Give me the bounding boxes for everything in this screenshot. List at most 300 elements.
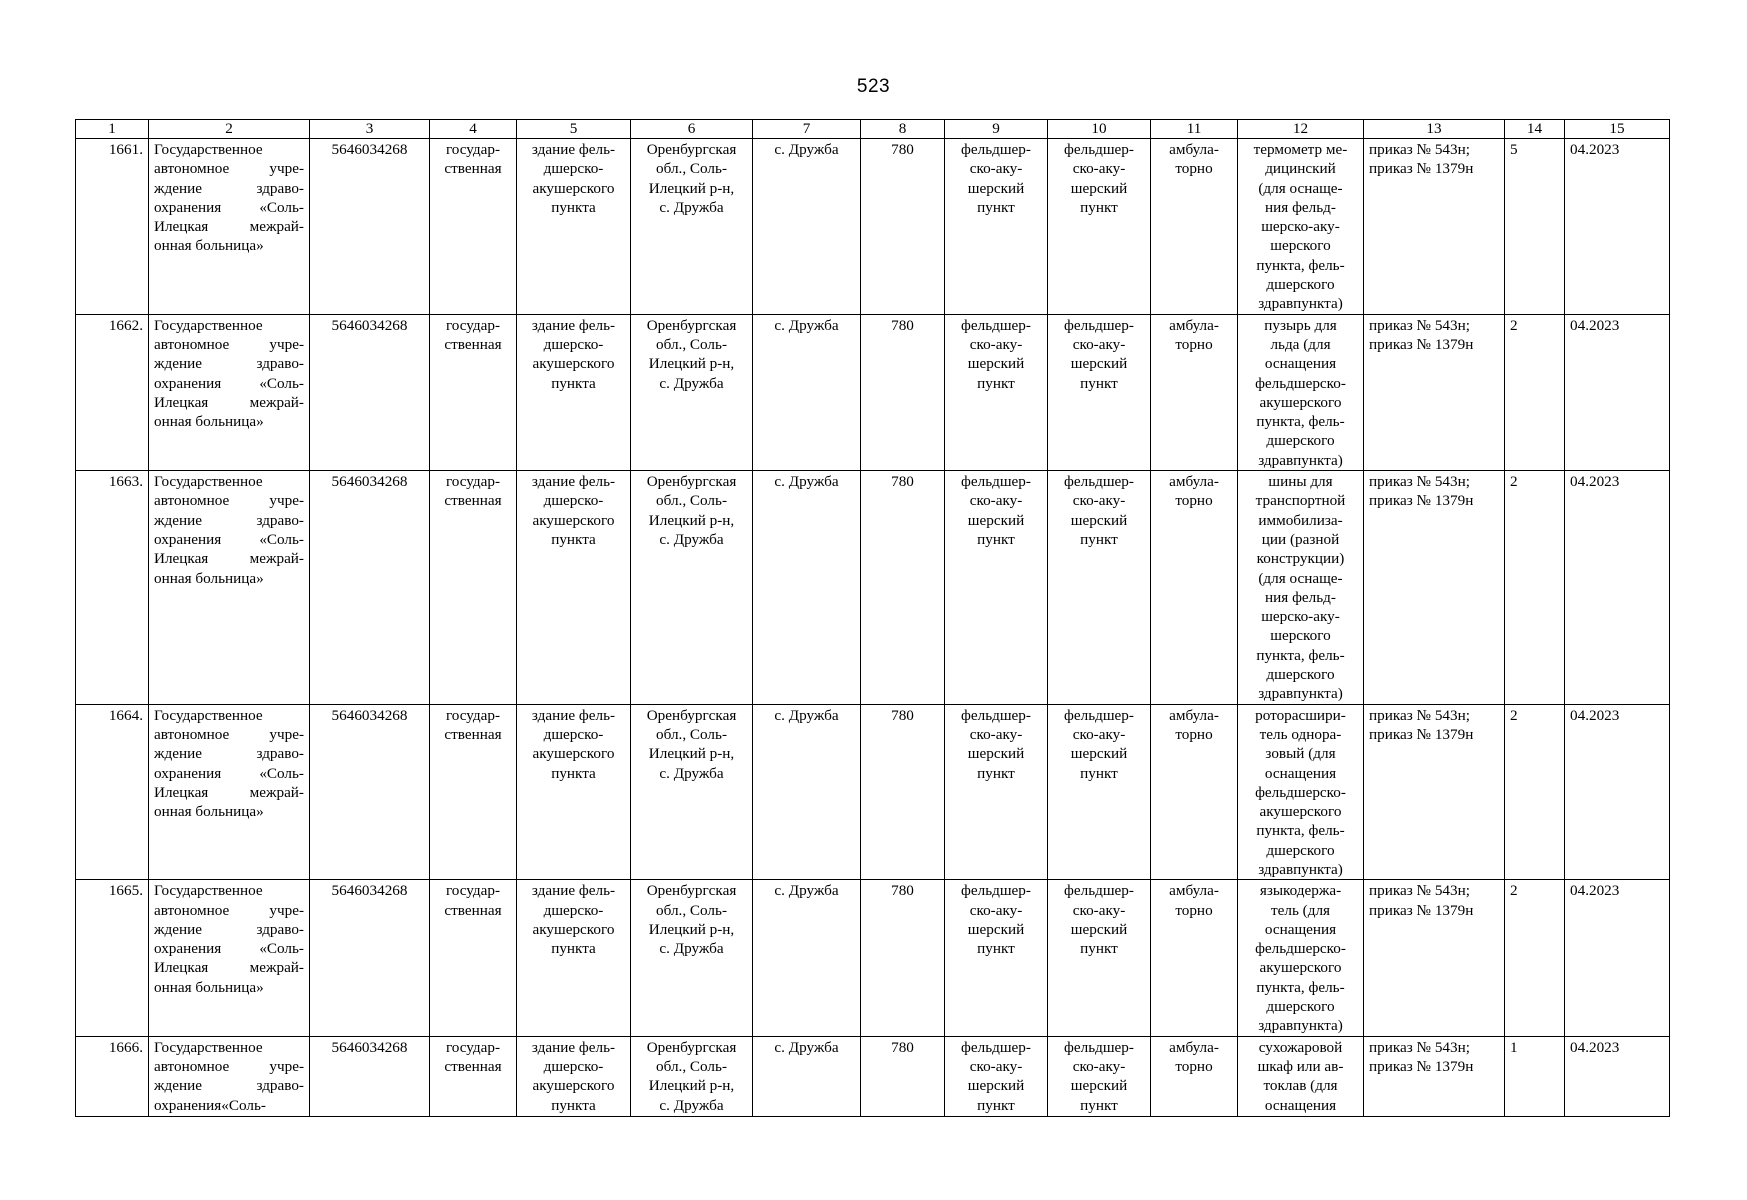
regulation-order-line: приказ № 1379н bbox=[1369, 492, 1474, 510]
address-line: Оренбургская bbox=[646, 1038, 737, 1056]
equipment-line: пункта, фель- bbox=[1256, 256, 1345, 274]
unit-name bbox=[1048, 471, 1151, 705]
unit-type bbox=[945, 1036, 1048, 1116]
building-line: пункта bbox=[551, 198, 596, 216]
organization-name-word: ждение bbox=[154, 511, 202, 529]
unit-name-line: шерский bbox=[1070, 745, 1128, 763]
care-conditions-line: торно bbox=[1175, 335, 1213, 353]
address-line: Оренбургская bbox=[646, 316, 737, 334]
building-line: здание фель- bbox=[531, 473, 616, 491]
organization-name-word: учре- bbox=[269, 901, 304, 919]
care-conditions-line: торно bbox=[1175, 1057, 1213, 1075]
organization-name-line bbox=[154, 764, 304, 783]
ownership-form bbox=[430, 471, 517, 705]
equipment-line: термометр ме- bbox=[1253, 141, 1348, 158]
regulation-order-line: приказ № 543н; bbox=[1369, 141, 1470, 158]
unit-name-line: фельдшер- bbox=[1064, 473, 1134, 491]
organization-name-line bbox=[154, 569, 304, 588]
building-line: акушерского bbox=[532, 511, 615, 529]
organization-name-line bbox=[154, 530, 304, 549]
address-line: обл., Соль- bbox=[656, 160, 727, 178]
building-line: здание фель- bbox=[531, 141, 616, 158]
organization-name-word: учре- bbox=[269, 1057, 304, 1075]
building bbox=[517, 1036, 631, 1116]
regulation-order-line: приказ № 1379н bbox=[1369, 335, 1474, 353]
unit-type bbox=[945, 139, 1048, 315]
organization-name-word: онная больница» bbox=[154, 803, 264, 821]
unit-type-line: ско-аку- bbox=[969, 335, 1023, 353]
equipment-line: иммобилиза- bbox=[1258, 511, 1343, 529]
regulation-order bbox=[1364, 314, 1505, 470]
ownership-form bbox=[430, 139, 517, 315]
unit-type-line: пункт bbox=[977, 374, 1015, 392]
unit-name-line: фельдшер- bbox=[1064, 141, 1134, 158]
organization-name-line bbox=[154, 217, 304, 236]
row-number: 1663. bbox=[76, 471, 149, 705]
column-number-14: 14 bbox=[1505, 120, 1565, 139]
ownership-form bbox=[430, 880, 517, 1036]
organization-name-word: охранения bbox=[154, 198, 222, 216]
organization-name-line bbox=[154, 179, 304, 198]
unit-name bbox=[1048, 139, 1151, 315]
care-conditions-line: амбула- bbox=[1169, 882, 1219, 900]
organization-name-word: Государственное bbox=[154, 882, 263, 900]
equipment-line: здравпункта) bbox=[1258, 685, 1343, 703]
ownership-form bbox=[430, 1036, 517, 1116]
registry-table bbox=[75, 119, 1670, 1117]
locality: с. Дружба bbox=[753, 704, 861, 880]
equipment-line: дшерского bbox=[1266, 666, 1335, 684]
table-row bbox=[76, 880, 1670, 1036]
organization-name bbox=[149, 471, 310, 705]
equipment-line: здравпункта) bbox=[1258, 295, 1343, 313]
unit-name-line: ско-аку- bbox=[1072, 901, 1126, 919]
equipment-line: льда (для bbox=[1270, 335, 1331, 353]
organization-name-word: ждение bbox=[154, 179, 202, 197]
column-number-11: 11 bbox=[1151, 120, 1238, 139]
unit-type-line: шерский bbox=[967, 355, 1025, 373]
organization-name bbox=[149, 880, 310, 1036]
equipment-line: фельдшерско- bbox=[1255, 783, 1346, 801]
column-number-10: 10 bbox=[1048, 120, 1151, 139]
organization-name-word: Илецкая bbox=[154, 393, 209, 411]
address-line: Илецкий р-н, bbox=[648, 745, 735, 763]
unit-type bbox=[945, 704, 1048, 880]
page-number: 523 bbox=[856, 76, 891, 97]
regulation-order-line: приказ № 543н; bbox=[1369, 882, 1470, 900]
care-conditions-line: амбула- bbox=[1169, 141, 1219, 158]
unit-name-line: пункт bbox=[1080, 530, 1118, 548]
column-number-2: 2 bbox=[149, 120, 310, 139]
organization-name-line bbox=[154, 549, 304, 568]
building-line: акушерского bbox=[532, 745, 615, 763]
building-line: дшерско- bbox=[543, 901, 604, 919]
organization-name-word: Государственное bbox=[154, 316, 263, 334]
regulation-order-line: приказ № 543н; bbox=[1369, 1038, 1470, 1056]
equipment-line: токлав (для bbox=[1263, 1077, 1338, 1095]
building-line: акушерского bbox=[532, 355, 615, 373]
organization-name-word: учре- bbox=[269, 725, 304, 743]
code: 780 bbox=[861, 880, 945, 1036]
table-row bbox=[76, 1036, 1670, 1116]
address bbox=[631, 314, 753, 470]
quantity: 2 bbox=[1505, 704, 1565, 880]
unit-type bbox=[945, 471, 1048, 705]
organization-name-line bbox=[154, 802, 304, 821]
organization-name-line bbox=[154, 881, 304, 900]
unit-type-line: шерский bbox=[967, 1077, 1025, 1095]
column-number-7: 7 bbox=[753, 120, 861, 139]
unit-name-line: пункт bbox=[1080, 940, 1118, 958]
equipment-line: пункта, фель- bbox=[1256, 822, 1345, 840]
equipment-line: шерского bbox=[1270, 237, 1331, 255]
organization-name-word: «Соль- bbox=[259, 374, 304, 392]
unit-type-line: фельдшер- bbox=[961, 882, 1031, 900]
address-line: с. Дружба bbox=[659, 764, 724, 782]
inn: 5646034268 bbox=[310, 1036, 430, 1116]
organization-name-word: Илецкая bbox=[154, 959, 209, 977]
unit-name-line: ско-аку- bbox=[1072, 1057, 1126, 1075]
building-line: пункта bbox=[551, 1096, 596, 1114]
date: 04.2023 bbox=[1565, 704, 1670, 880]
organization-name-line bbox=[154, 706, 304, 725]
unit-type-line: пункт bbox=[977, 530, 1015, 548]
unit-name-line: пункт bbox=[1080, 764, 1118, 782]
building-line: акушерского bbox=[532, 920, 615, 938]
unit-name-line: шерский bbox=[1070, 179, 1128, 197]
inn: 5646034268 bbox=[310, 314, 430, 470]
building-line: пункта bbox=[551, 764, 596, 782]
care-conditions-line: торно bbox=[1175, 160, 1213, 178]
organization-name-word: автономное bbox=[154, 901, 230, 919]
ownership-form-line: государ- bbox=[445, 882, 501, 900]
organization-name-word: межрай- bbox=[249, 218, 304, 236]
organization-name-line bbox=[154, 335, 304, 354]
building-line: пункта bbox=[551, 530, 596, 548]
equipment bbox=[1238, 139, 1364, 315]
address-line: Илецкий р-н, bbox=[648, 511, 735, 529]
unit-type-line: фельдшер- bbox=[961, 473, 1031, 491]
equipment-line: дшерского bbox=[1266, 276, 1335, 294]
organization-name-word: Государственное bbox=[154, 141, 263, 158]
equipment-line: тель (для bbox=[1270, 901, 1331, 919]
equipment-line: пункта, фель- bbox=[1256, 413, 1345, 431]
organization-name-word: автономное bbox=[154, 492, 230, 510]
unit-name-line: пункт bbox=[1080, 1096, 1118, 1114]
unit-name-line: фельдшер- bbox=[1064, 316, 1134, 334]
table-row bbox=[76, 314, 1670, 470]
organization-name-word: межрай- bbox=[249, 393, 304, 411]
organization-name-line bbox=[154, 159, 304, 178]
equipment-line: дшерского bbox=[1266, 841, 1335, 859]
organization-name-word: здраво- bbox=[256, 355, 304, 373]
unit-type bbox=[945, 314, 1048, 470]
organization-name-line bbox=[154, 511, 304, 530]
equipment-line: языкодержа- bbox=[1259, 882, 1342, 900]
ownership-form-line: государ- bbox=[445, 473, 501, 491]
equipment-line: здравпункта) bbox=[1258, 860, 1343, 878]
equipment-line: шерско-аку- bbox=[1261, 218, 1340, 236]
equipment-line: акушерского bbox=[1259, 393, 1342, 411]
building bbox=[517, 314, 631, 470]
unit-type-line: ско-аку- bbox=[969, 160, 1023, 178]
column-number-1: 1 bbox=[76, 120, 149, 139]
column-number-15: 15 bbox=[1565, 120, 1670, 139]
regulation-order-line: приказ № 543н; bbox=[1369, 473, 1470, 491]
unit-type-line: фельдшер- bbox=[961, 1038, 1031, 1056]
ownership-form-line: государ- bbox=[445, 316, 501, 334]
care-conditions bbox=[1151, 1036, 1238, 1116]
unit-type-line: фельдшер- bbox=[961, 706, 1031, 724]
organization-name-line bbox=[154, 198, 304, 217]
regulation-order-line: приказ № 543н; bbox=[1369, 706, 1470, 724]
organization-name-line bbox=[154, 316, 304, 335]
regulation-order bbox=[1364, 880, 1505, 1036]
organization-name-word: Илецкая bbox=[154, 783, 209, 801]
locality: с. Дружба bbox=[753, 880, 861, 1036]
building-line: здание фель- bbox=[531, 882, 616, 900]
organization-name-word: «Соль- bbox=[259, 530, 304, 548]
address bbox=[631, 704, 753, 880]
unit-type-line: шерский bbox=[967, 745, 1025, 763]
unit-name-line: ско-аку- bbox=[1072, 725, 1126, 743]
ownership-form-line: государ- bbox=[445, 141, 501, 158]
organization-name-word: здраво- bbox=[256, 745, 304, 763]
organization-name-word: автономное bbox=[154, 1057, 230, 1075]
unit-name-line: пункт bbox=[1080, 198, 1118, 216]
organization-name-word: «Соль- bbox=[221, 1096, 266, 1114]
column-number-3: 3 bbox=[310, 120, 430, 139]
care-conditions-line: амбула- bbox=[1169, 316, 1219, 334]
equipment-line: шины для bbox=[1268, 473, 1333, 491]
organization-name-line bbox=[154, 920, 304, 939]
organization-name bbox=[149, 704, 310, 880]
table-row bbox=[76, 704, 1670, 880]
organization-name-word: охранения bbox=[154, 374, 222, 392]
unit-name-line: фельдшер- bbox=[1064, 1038, 1134, 1056]
equipment-line: конструкции) bbox=[1256, 550, 1345, 568]
organization-name-word: учре- bbox=[269, 160, 304, 178]
equipment-line: акушерского bbox=[1259, 959, 1342, 977]
equipment-line: шерско-аку- bbox=[1261, 608, 1340, 626]
building-line: здание фель- bbox=[531, 706, 616, 724]
address bbox=[631, 471, 753, 705]
column-number-5: 5 bbox=[517, 120, 631, 139]
care-conditions bbox=[1151, 139, 1238, 315]
quantity: 2 bbox=[1505, 471, 1565, 705]
address bbox=[631, 880, 753, 1036]
inn: 5646034268 bbox=[310, 139, 430, 315]
unit-type-line: ско-аку- bbox=[969, 725, 1023, 743]
address-line: Илецкий р-н, bbox=[648, 179, 735, 197]
ownership-form-line: ственная bbox=[444, 1057, 502, 1075]
organization-name-word: межрай- bbox=[249, 783, 304, 801]
equipment-line: шкаф или ав- bbox=[1257, 1057, 1344, 1075]
organization-name-word: «Соль- bbox=[259, 764, 304, 782]
unit-name-line: ско-аку- bbox=[1072, 335, 1126, 353]
organization-name-word: Государственное bbox=[154, 1038, 263, 1056]
equipment-line: здравпункта) bbox=[1258, 1017, 1343, 1035]
organization-name-word: охранения bbox=[154, 940, 222, 958]
regulation-order-line: приказ № 543н; bbox=[1369, 316, 1470, 334]
equipment-line: фельдшерско- bbox=[1255, 374, 1346, 392]
building-line: здание фель- bbox=[531, 1038, 616, 1056]
organization-name bbox=[149, 1036, 310, 1116]
organization-name-line bbox=[154, 491, 304, 510]
care-conditions-line: амбула- bbox=[1169, 473, 1219, 491]
organization-name-line bbox=[154, 1057, 304, 1076]
organization-name-word: автономное bbox=[154, 160, 230, 178]
equipment-line: дшерского bbox=[1266, 998, 1335, 1016]
organization-name-line bbox=[154, 958, 304, 977]
organization-name-word: ждение bbox=[154, 1077, 202, 1095]
organization-name-word: межрай- bbox=[249, 550, 304, 568]
inn: 5646034268 bbox=[310, 471, 430, 705]
organization-name-line bbox=[154, 140, 304, 159]
organization-name-line bbox=[154, 978, 304, 997]
equipment-line: пункта, фель- bbox=[1256, 978, 1345, 996]
organization-name-line bbox=[154, 901, 304, 920]
regulation-order bbox=[1364, 704, 1505, 880]
organization-name-word: здраво- bbox=[256, 920, 304, 938]
unit-type-line: ско-аку- bbox=[969, 1057, 1023, 1075]
date: 04.2023 bbox=[1565, 314, 1670, 470]
care-conditions bbox=[1151, 314, 1238, 470]
organization-name-line bbox=[154, 393, 304, 412]
column-number-4: 4 bbox=[430, 120, 517, 139]
unit-name-line: шерский bbox=[1070, 511, 1128, 529]
unit-type bbox=[945, 880, 1048, 1036]
care-conditions-line: торно bbox=[1175, 901, 1213, 919]
unit-type-line: пункт bbox=[977, 1096, 1015, 1114]
building-line: дшерско- bbox=[543, 492, 604, 510]
building bbox=[517, 471, 631, 705]
unit-name-line: шерский bbox=[1070, 1077, 1128, 1095]
building-line: акушерского bbox=[532, 179, 615, 197]
address-line: обл., Соль- bbox=[656, 335, 727, 353]
organization-name bbox=[149, 314, 310, 470]
quantity: 5 bbox=[1505, 139, 1565, 315]
unit-type-line: фельдшер- bbox=[961, 316, 1031, 334]
address-line: обл., Соль- bbox=[656, 1057, 727, 1075]
regulation-order-line: приказ № 1379н bbox=[1369, 725, 1474, 743]
locality: с. Дружба bbox=[753, 139, 861, 315]
equipment-line: (для оснаще- bbox=[1258, 179, 1343, 197]
equipment-line: сухожаровой bbox=[1258, 1038, 1343, 1056]
table-row bbox=[76, 139, 1670, 315]
organization-name-line bbox=[154, 1076, 304, 1095]
inn: 5646034268 bbox=[310, 704, 430, 880]
organization-name bbox=[149, 139, 310, 315]
row-number: 1665. bbox=[76, 880, 149, 1036]
ownership-form-line: ственная bbox=[444, 901, 502, 919]
unit-type-line: пункт bbox=[977, 940, 1015, 958]
regulation-order-line: приказ № 1379н bbox=[1369, 901, 1474, 919]
regulation-order bbox=[1364, 471, 1505, 705]
unit-type-line: шерский bbox=[967, 511, 1025, 529]
organization-name-word: онная больница» bbox=[154, 413, 264, 431]
organization-name-word: Илецкая bbox=[154, 218, 209, 236]
date: 04.2023 bbox=[1565, 1036, 1670, 1116]
equipment bbox=[1238, 314, 1364, 470]
unit-type-line: шерский bbox=[967, 920, 1025, 938]
equipment-line: фельдшерско- bbox=[1255, 940, 1346, 958]
organization-name-line bbox=[154, 412, 304, 431]
equipment-line: роторасшири- bbox=[1255, 706, 1346, 724]
address-line: обл., Соль- bbox=[656, 492, 727, 510]
organization-name-word: онная больница» bbox=[154, 569, 264, 587]
equipment-line: оснащения bbox=[1264, 355, 1337, 373]
organization-name-line bbox=[154, 744, 304, 763]
organization-name-line bbox=[154, 354, 304, 373]
unit-name-line: фельдшер- bbox=[1064, 882, 1134, 900]
equipment-line: оснащения bbox=[1264, 1096, 1337, 1114]
equipment-line: (для оснаще- bbox=[1258, 569, 1343, 587]
organization-name-word: учре- bbox=[269, 335, 304, 353]
building-line: дшерско- bbox=[543, 335, 604, 353]
unit-name-line: шерский bbox=[1070, 920, 1128, 938]
building-line: здание фель- bbox=[531, 316, 616, 334]
equipment-line: дшерского bbox=[1266, 432, 1335, 450]
locality: с. Дружба bbox=[753, 1036, 861, 1116]
regulation-order-line: приказ № 1379н bbox=[1369, 160, 1474, 178]
equipment bbox=[1238, 704, 1364, 880]
unit-name-line: ско-аку- bbox=[1072, 160, 1126, 178]
organization-name-word: межрай- bbox=[249, 959, 304, 977]
ownership-form-line: ственная bbox=[444, 160, 502, 178]
equipment bbox=[1238, 471, 1364, 705]
care-conditions-line: торно bbox=[1175, 725, 1213, 743]
building-line: дшерско- bbox=[543, 1057, 604, 1075]
equipment bbox=[1238, 1036, 1364, 1116]
organization-name-word: Илецкая bbox=[154, 550, 209, 568]
organization-name-line bbox=[154, 783, 304, 802]
address-line: обл., Соль- bbox=[656, 901, 727, 919]
unit-type-line: шерский bbox=[967, 179, 1025, 197]
unit-name-line: фельдшер- bbox=[1064, 706, 1134, 724]
organization-name-word: здраво- bbox=[256, 511, 304, 529]
care-conditions bbox=[1151, 704, 1238, 880]
building bbox=[517, 139, 631, 315]
building-line: акушерского bbox=[532, 1077, 615, 1095]
quantity: 1 bbox=[1505, 1036, 1565, 1116]
address-line: Илецкий р-н, bbox=[648, 920, 735, 938]
inn: 5646034268 bbox=[310, 880, 430, 1036]
building-line: пункта bbox=[551, 374, 596, 392]
address-line: с. Дружба bbox=[659, 198, 724, 216]
equipment-line: акушерского bbox=[1259, 803, 1342, 821]
equipment-line: здравпункта) bbox=[1258, 451, 1343, 469]
building-line: дшерско- bbox=[543, 160, 604, 178]
row-number: 1666. bbox=[76, 1036, 149, 1116]
equipment-line: шерского bbox=[1270, 627, 1331, 645]
building bbox=[517, 880, 631, 1036]
address-line: Оренбургская bbox=[646, 141, 737, 158]
unit-type-line: пункт bbox=[977, 764, 1015, 782]
equipment-line: ния фельд- bbox=[1265, 198, 1336, 216]
organization-name-word: Государственное bbox=[154, 473, 263, 491]
unit-type-line: ско-аку- bbox=[969, 492, 1023, 510]
ownership-form bbox=[430, 704, 517, 880]
care-conditions-line: торно bbox=[1175, 492, 1213, 510]
organization-name-word: онная больница» bbox=[154, 237, 264, 255]
unit-name-line: шерский bbox=[1070, 355, 1128, 373]
equipment-line: ции (разной bbox=[1261, 530, 1340, 548]
organization-name-line bbox=[154, 472, 304, 491]
organization-name-line bbox=[154, 374, 304, 393]
date: 04.2023 bbox=[1565, 880, 1670, 1036]
equipment-line: дицинский bbox=[1265, 160, 1336, 178]
